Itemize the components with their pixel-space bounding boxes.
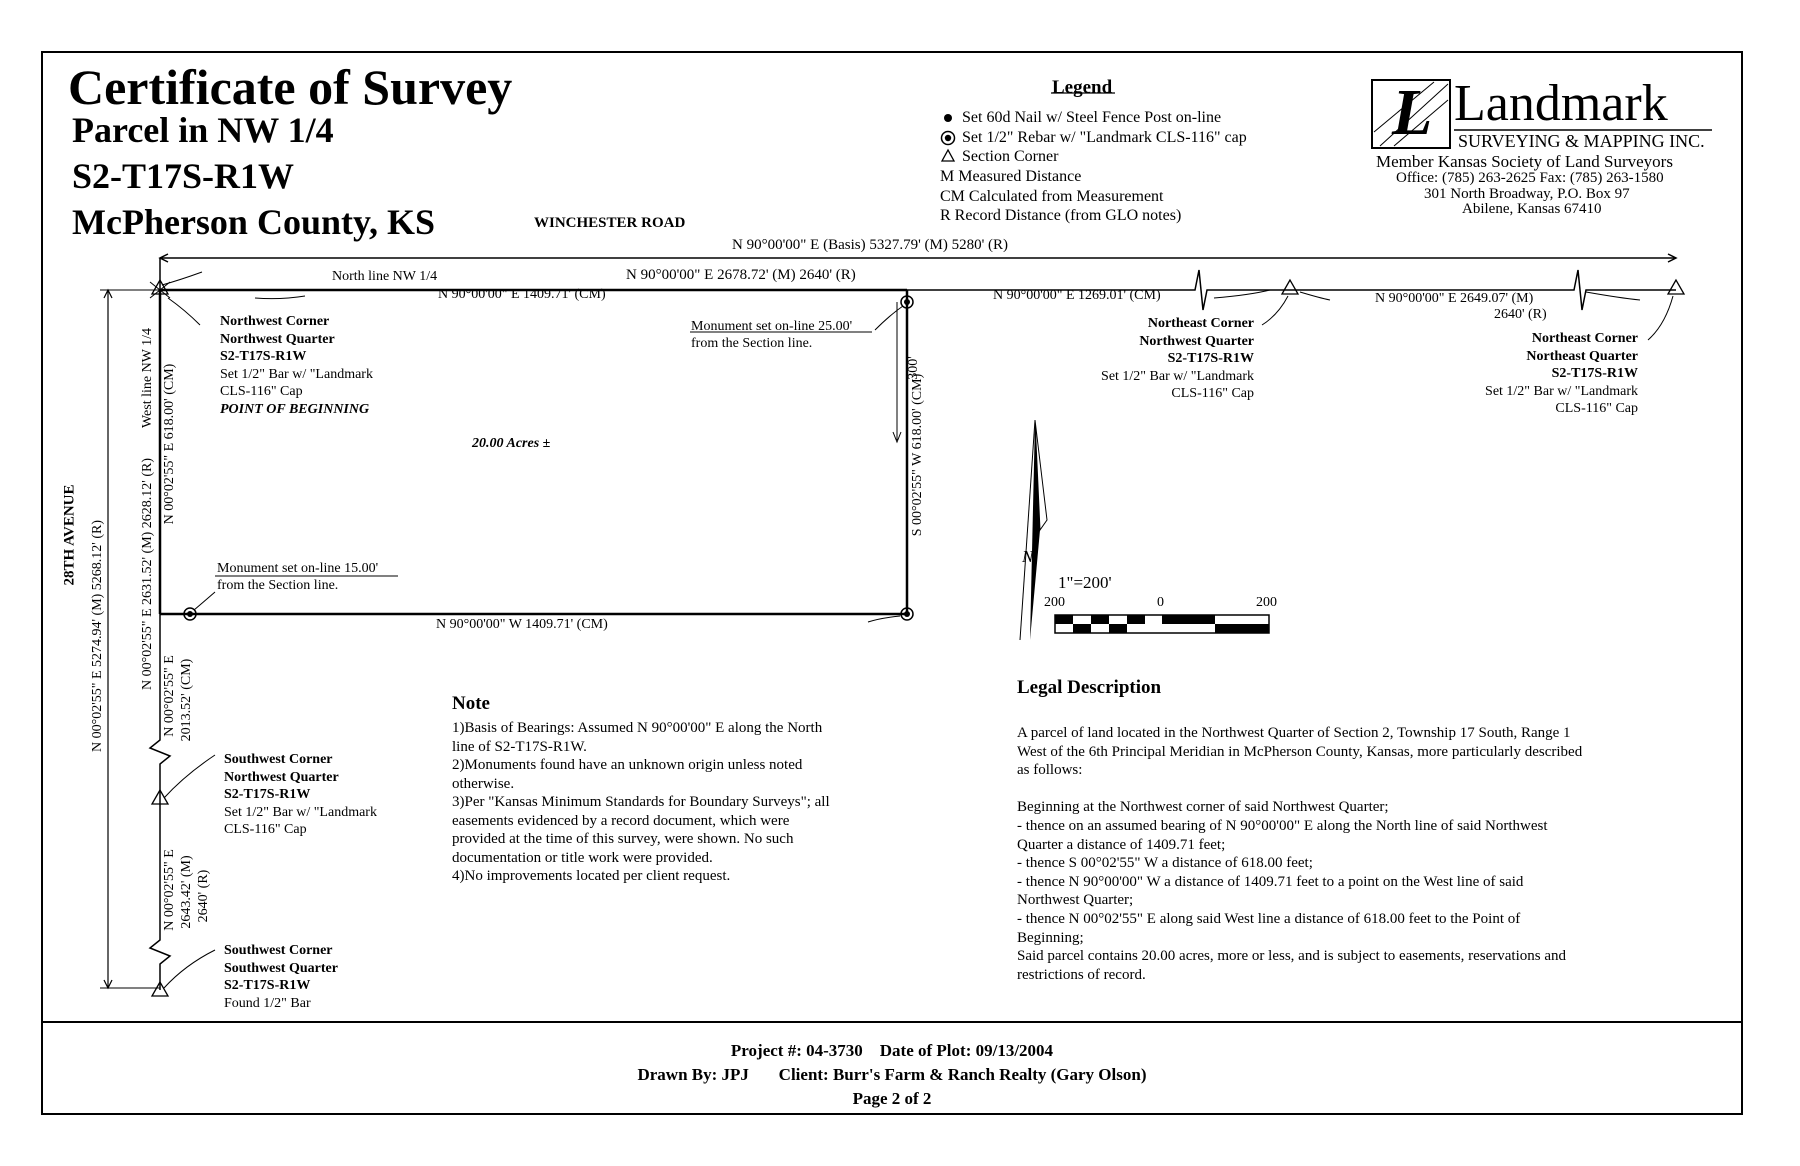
legal-body: A parcel of land located in the Northwest Quarter of Section 2, Township 17 South, Range 1 West of the 6th Principal Meridian in McPherson County, Kansas, more particularly described as follows: Beginning at the Northwest corner of said Northwest Quarter; - thence on an assumed bearing of N 90°00'00" E along the North line of said Northwest Quarter a distance of 1409.71 feet; - thence S 00°02'55" W a distance of 618.00 feet; - thence N 90°00'00" W a distance of 1409.71 feet to a point on the West line of said Northwest Quarter; - thence N 00°02'55" E along said West line a distance of 618.00 feet to the Point of Beginning; Said parcel contains 20.00 acres, more or less, and is subject to easements, reservations and restrictions of record.	[1017, 725, 1583, 983]
legend-heading: Legend	[1052, 77, 1113, 98]
scale-zero-label: 0	[1157, 595, 1164, 610]
north-arrow-label: N	[1022, 547, 1034, 566]
nail-symbol	[944, 114, 952, 122]
section-corner-ne-nw	[1282, 280, 1298, 294]
parcel-west-bearing: N 00°02'55" E 618.00' (CM)	[162, 363, 177, 525]
west-nw-bearing: N 00°02'55" E 2631.52' (M) 2628.12' (R)	[140, 458, 155, 690]
basis-bearing-label: N 90°00'00" E (Basis) 5327.79' (M) 5280' (R)	[732, 237, 1009, 253]
west-full-bearing: N 00°02'55" E 5274.94' (M) 5268.12' (R)	[90, 520, 105, 752]
legend-item-calculated: CM Calculated from Measurement	[940, 187, 1164, 205]
north-arrow	[1020, 420, 1047, 640]
ne-corner-label: Northeast Corner Northwest Quarter S2-T17S-R1W Set 1/2" Bar w/ "Landmark CLS-116" Cap	[1101, 316, 1254, 401]
legal-heading: Legal Description	[1017, 677, 1162, 698]
sw-nw-leader	[164, 755, 215, 798]
title-section: S2-T17S-R1W	[72, 156, 295, 196]
footer-project: Project #: 04-3730 Date of Plot: 09/13/2004	[730, 1041, 1054, 1060]
note-heading: Note	[452, 693, 490, 714]
ne-segment-bearing: N 90°00'00" E 1269.01' (CM)	[993, 288, 1161, 303]
sw-segment-bearing: N 00°02'55" E	[162, 849, 177, 931]
sw-segment-record: 2640' (R)	[196, 869, 211, 923]
survey-title: Certificate of Survey	[68, 59, 513, 115]
legend-item-record: R Record Distance (from GLO notes)	[940, 207, 1182, 224]
nw-corner-label: Northwest Corner Northwest Quarter S2-T17S-R1W Set 1/2" Bar w/ "Landmark CLS-116" Cap POINT OF BEGINNING	[220, 314, 373, 417]
sw-sw-corner-label: Southwest Corner Southwest Quarter S2-T17S-R1W Found 1/2" Bar	[224, 943, 338, 1011]
legend-items	[962, 108, 1247, 167]
ne2-corner-leader	[1648, 296, 1673, 340]
company-membership: Member Kansas Society of Land Surveyors	[1376, 152, 1673, 171]
parcel-acreage: 20.00 Acres ±	[472, 436, 551, 451]
east-monument-note: Monument set on-line 25.00' from the Section line.	[691, 319, 853, 351]
parcel-south-bearing: N 90°00'00" W 1409.71' (CM)	[436, 617, 608, 632]
note-body: 1)Basis of Bearings: Assumed N 90°00'00" E along the North line of S2-T17S-R1W. 2)Monuments found have an unknown origin unless noted otherwise. 3)Per "Kansas Minimum Standards for Boundary Surveys"; all easements evidenced by a record document, which were provided at the time of this survey, were shown. No such documentation or title work were provided. 4)No improvements located per client request.	[452, 720, 830, 884]
sw-nw-corner-label: Southwest Corner Northwest Quarter S2-T17S-R1W Set 1/2" Bar w/ "Landmark CLS-116" Cap	[224, 752, 377, 837]
footer-page: Page 2 of 2	[852, 1089, 932, 1108]
company-name: Landmark	[1454, 75, 1668, 132]
parcel-east-bearing: S 00°02'55" W 618.00' (CM)	[910, 373, 925, 537]
scale-ratio: 1"=200'	[1058, 573, 1112, 592]
ne2-corner-label: Northeast Corner Northeast Quarter S2-T17S-R1W Set 1/2" Bar w/ "Landmark CLS-116" Cap	[1485, 331, 1638, 416]
legend-item-section-corner: Section Corner	[962, 148, 1059, 165]
west-line-label: West line NW 1/4	[140, 327, 155, 429]
west-lower-bearing: N 00°02'55" E	[162, 655, 177, 737]
sw-segment-measured: 2643.42' (M)	[179, 855, 194, 929]
east-monument-leader	[875, 306, 903, 330]
west-monument-note: Monument set on-line 15.00' from the Section line.	[217, 561, 379, 593]
scale-bar	[1055, 615, 1269, 633]
north-line-label: North line NW 1/4	[332, 269, 438, 284]
footer-drawn-by: Drawn By: JPJ Client: Burr's Farm & Ranch Realty (Gary Olson)	[637, 1065, 1147, 1084]
winchester-road-label: WINCHESTER ROAD	[534, 215, 686, 231]
legend-item-nail: Set 60d Nail w/ Steel Fence Post on-line	[962, 109, 1222, 126]
company-subtitle: SURVEYING & MAPPING INC.	[1458, 131, 1705, 151]
parcel-north-bearing: N 90°00'00" E 1409.71' (CM)	[438, 287, 606, 302]
section-corner-ne-ne	[1668, 280, 1684, 294]
scale-right-label: 200	[1256, 595, 1277, 610]
scale-left-label: 200	[1044, 595, 1065, 610]
west-monument-leader	[194, 592, 215, 610]
title-parcel: Parcel in NW 1/4	[72, 110, 334, 150]
rebar-symbol	[942, 132, 955, 145]
company-phone: Office: (785) 263-2625 Fax: (785) 263-1580	[1396, 170, 1664, 186]
ne-corner-leader	[1262, 296, 1288, 325]
section-corner-symbol	[942, 150, 954, 161]
legend-item-measured: M Measured Distance	[940, 168, 1082, 185]
west-lower-distance: 2013.52' (CM)	[179, 658, 194, 742]
sw-sw-leader	[164, 950, 215, 988]
legend-item-rebar: Set 1/2" Rebar w/ "Landmark CLS-116" cap	[962, 128, 1247, 146]
company-address-line2: Abilene, Kansas 67410	[1462, 201, 1602, 217]
avenue-label: 28TH AVENUE	[61, 484, 78, 586]
far-ne-record: 2640' (R)	[1494, 307, 1547, 322]
title-county: McPherson County, KS	[72, 202, 436, 242]
far-ne-bearing: N 90°00'00" E 2649.07' (M)	[1375, 291, 1534, 306]
nw-corner-leader	[168, 298, 200, 325]
company-address-line1: 301 North Broadway, P.O. Box 97	[1424, 186, 1630, 202]
east-300-label: 300'	[906, 356, 921, 380]
north-nw-bearing: N 90°00'00" E 2678.72' (M) 2640' (R)	[626, 267, 856, 283]
logo-letter: L	[1392, 76, 1433, 149]
legend-abbreviations	[940, 167, 1181, 226]
